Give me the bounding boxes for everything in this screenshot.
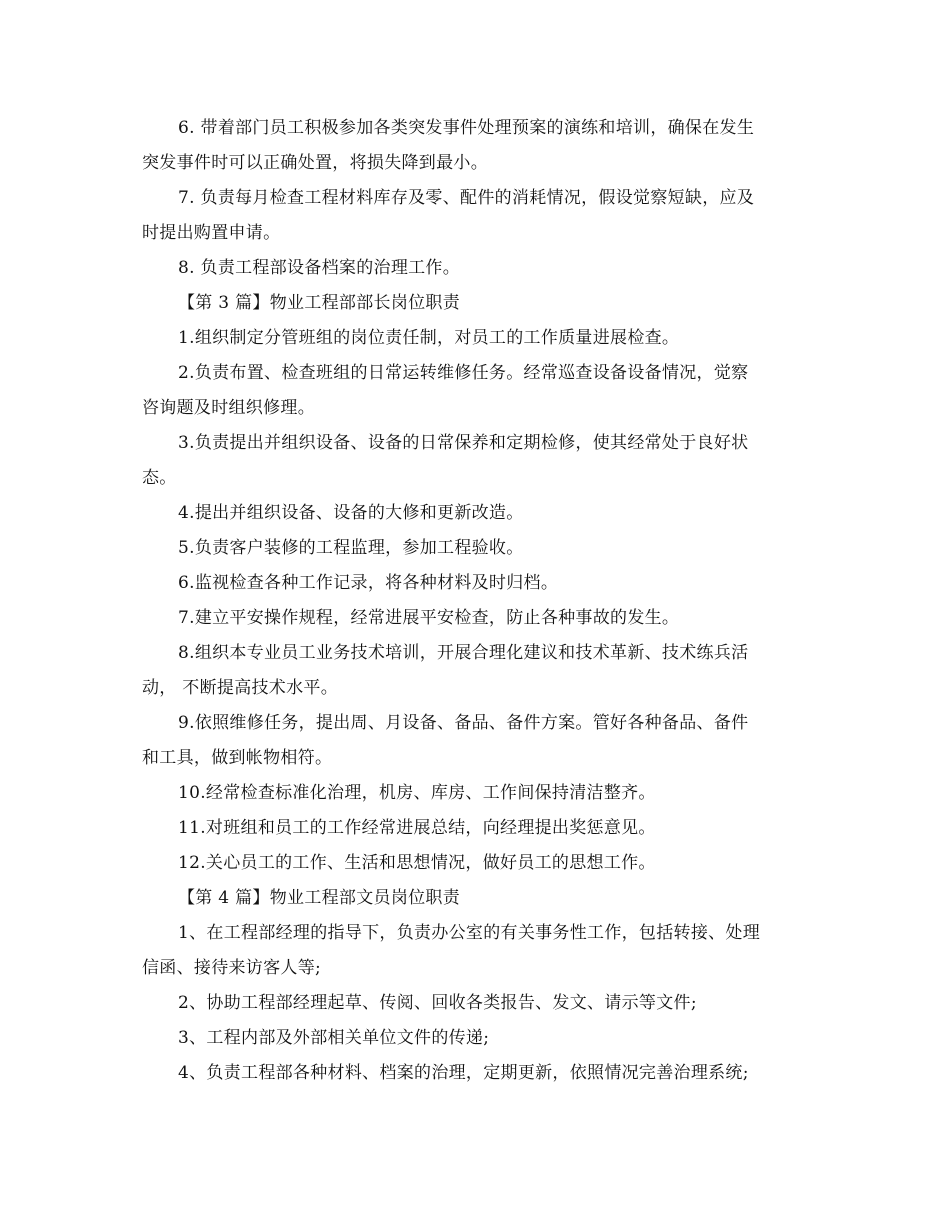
paragraph-line: 4.提出并组织设备、设备的大修和更新改造。 (178, 503, 524, 523)
paragraph-line: 突发事件时可以正确处置，将损失降到最小。 (142, 153, 488, 173)
paragraph-line: 9.依照维修任务，提出周、月设备、备品、备件方案。管好各种备品、备件 (178, 713, 749, 733)
paragraph-line: 3、工程内部及外部相关单位文件的传递; (178, 1028, 490, 1048)
paragraph-line: 8. 负责工程部设备档案的治理工作。 (178, 258, 461, 278)
paragraph-line: 咨询题及时组织修理。 (142, 398, 315, 418)
paragraph-line: 10.经常检查标准化治理，机房、库房、工作间保持清洁整齐。 (178, 783, 656, 803)
paragraph-line: 7.建立平安操作规程，经常进展平安检查，防止各种事故的发生。 (178, 608, 680, 628)
paragraph-line: 信函、接待来访客人等; (142, 958, 322, 978)
paragraph-line: 6.监视检查各种工作记录，将各种材料及时归档。 (178, 573, 559, 593)
paragraph-line: 8.组织本专业员工业务技术培训，开展合理化建议和技术革新、技术练兵活 (178, 643, 749, 663)
paragraph-line: 和工具，做到帐物相符。 (142, 748, 333, 768)
section-heading: 【第 4 篇】物业工程部文员岗位职责 (178, 888, 461, 908)
paragraph-line: 2、协助工程部经理起草、传阅、回收各类报告、发文、请示等文件; (178, 993, 697, 1013)
paragraph-line: 1.组织制定分管班组的岗位责任制，对员工的工作质量进展检查。 (178, 328, 680, 348)
paragraph-line: 11.对班组和员工的工作经常进展总结，向经理提出奖惩意见。 (178, 818, 656, 838)
paragraph-line: 6. 带着部门员工积极参加各类突发事件处理预案的演练和培训，确保在发生 (178, 118, 755, 138)
paragraph-line: 12.关心员工的工作、生活和思想情况，做好员工的思想工作。 (178, 853, 656, 873)
paragraph-line: 时提出购置申请。 (142, 223, 281, 243)
paragraph-line: 4、负责工程部各种材料、档案的治理，定期更新，依照情况完善治理系统; (178, 1063, 749, 1083)
paragraph-line: 3.负责提出并组织设备、设备的日常保养和定期检修，使其经常处于良好状 (178, 433, 749, 453)
section-heading: 【第 3 篇】物业工程部部长岗位职责 (178, 293, 461, 313)
paragraph-line: 5.负责客户装修的工程监理，参加工程验收。 (178, 538, 524, 558)
paragraph-line: 2.负责布置、检查班组的日常运转维修任务。经常巡查设备设备情况，觉察 (178, 363, 749, 383)
paragraph-line: 1、在工程部经理的指导下，负责办公室的有关事务性工作，包括转接、处理 (178, 923, 761, 943)
paragraph-line: 动， 不断提高技术水平。 (142, 678, 339, 698)
paragraph-line: 态。 (142, 468, 177, 488)
paragraph-line: 7. 负责每月检查工程材料库存及零、配件的消耗情况，假设觉察短缺，应及 (178, 188, 755, 208)
